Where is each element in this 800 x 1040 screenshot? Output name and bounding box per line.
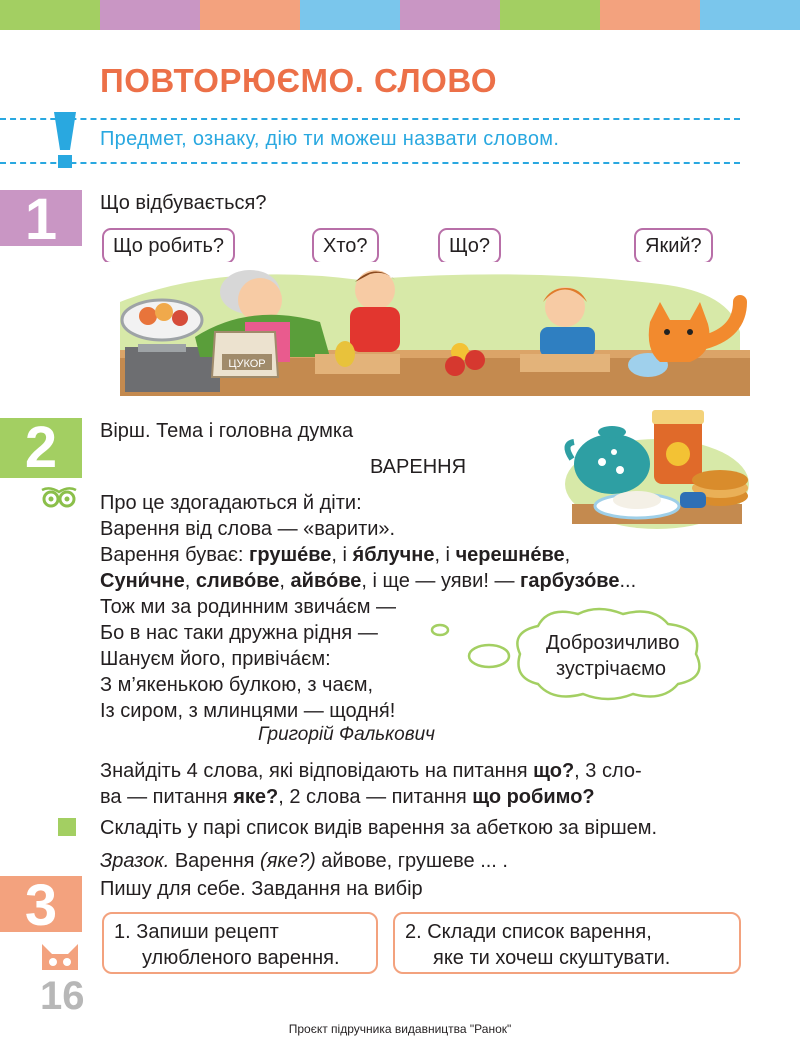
stripe: [500, 0, 600, 30]
poem-line: Про це здогадаються й діти:: [100, 492, 362, 514]
task3-option-2: [393, 912, 741, 974]
task3-option-1: [102, 912, 378, 974]
poem-line: Суни́чне, сливо́ве, айво́ве, і ще — уяви! — гарбузо́ве...: [100, 570, 637, 592]
poem-line: Варення буває: груше́ве, і я́блучне, і черешне́ве,: [100, 544, 571, 566]
footer-text: Проєкт підручника видавництва "Ранок": [288, 1022, 512, 1036]
question-bubble: Що робить?: [102, 228, 235, 264]
poem-line: Із сиром, з млинцями — щодня́!: [100, 700, 396, 722]
question-bubble: Що?: [438, 228, 501, 264]
owl-eyes-icon: [40, 486, 78, 508]
task2-question: Знайдіть 4 слова, які відповідають на питання що?, 3 сло- ва — питання яке?, 2 слова — питання що робимо?: [100, 760, 642, 808]
exclamation-icon: [50, 110, 80, 170]
task2-heading: Вірш. Тема і головна думка: [100, 420, 354, 442]
stripe: [100, 0, 200, 30]
stripe: [600, 0, 700, 30]
option-line: 1. Запиши рецепт: [114, 921, 279, 943]
stripe: [200, 0, 300, 30]
stripe: [400, 0, 500, 30]
sugar-label: ЦУКОР: [228, 358, 266, 370]
task3-heading: Пишу для себе. Завдання на вибір: [100, 878, 423, 900]
question-bubble: Який?: [634, 228, 713, 264]
cat-face-icon: [40, 940, 80, 972]
poem-author: Григорій Фалькович: [258, 724, 436, 745]
task1-prompt: Що відбувається?: [100, 192, 267, 214]
stripe: [0, 0, 100, 30]
stripe: [300, 0, 400, 30]
option-line: улюбленого варення.: [142, 947, 340, 969]
task-number-label: 1: [24, 187, 58, 252]
option-line: яке ти хочеш скуштувати.: [433, 947, 671, 969]
page-title: ПОВТОРЮЄМО. СЛОВО: [100, 62, 497, 99]
question-bubble: Хто?: [312, 228, 379, 264]
thought-bubble-text: Доброзичливо зустрічаємо: [546, 632, 680, 680]
page-number: 16: [40, 974, 85, 1018]
rule-border-bottom: [0, 162, 740, 164]
stripe: [700, 0, 800, 30]
task-number-3: [0, 873, 82, 938]
sample-line: Зразок. Варення (яке?) айвове, грушеве ... .: [100, 850, 508, 872]
poem-line: Варення від слова — «варити».: [100, 518, 396, 540]
rule-border-top: [0, 118, 740, 120]
option-line: 2. Склади список варення,: [405, 921, 652, 943]
poem-line: Тож ми за родинним звичáєм —: [100, 596, 397, 618]
kitchen-illustration: [100, 262, 750, 396]
pair-work-marker: [58, 818, 76, 836]
pair-task: Складіть у парі список видів варення за абеткою за віршем.: [100, 817, 658, 839]
poem-line: З м’якенькою булкою, з чаєм,: [100, 674, 374, 696]
task-number-2: [0, 415, 82, 480]
poem-line: Бо в нас таки дружна рідня —: [100, 622, 378, 644]
task-number-1: [0, 187, 82, 252]
rule-text: Предмет, ознаку, дію ти можеш назвати словом.: [100, 128, 560, 150]
poem-title: ВАРЕННЯ: [370, 456, 467, 478]
task-number-label: 2: [24, 415, 58, 480]
poem-line: Шануєм його, привічáєм:: [100, 648, 331, 670]
task-number-label: 3: [24, 873, 58, 938]
